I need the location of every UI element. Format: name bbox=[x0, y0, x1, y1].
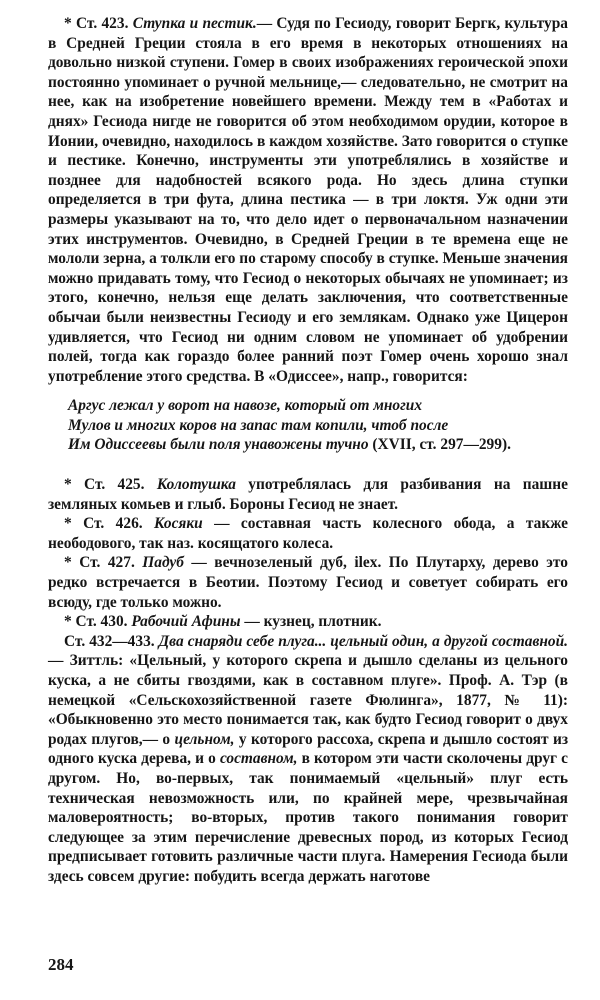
verse-line-with-ref bbox=[68, 435, 568, 455]
note-text: — составная часть колесного обода, а также неободового, так наз. косящатого колеса. bbox=[48, 515, 568, 552]
note-text: — вечнозеленый дуб, ilex. По Плутарху, дерево это редко встречается в Беотии. Поэтому Гесиод и советует собирать его всюду, где только можно. bbox=[48, 554, 568, 611]
note-426 bbox=[48, 514, 568, 553]
note-text: — Зиттль: «Цельный, у которого скрепа и дышло сделаны из цельного куска, а не сбиты гвоздями, как в составном плуге». Проф. А. Тэр (в немецкой «Сельскохозяйственной газете Фюлинга», 1877, № 11): «Обыкновенно это место понимается так, как будто Гесиод говорит о двух родах плугов,— о bbox=[48, 652, 568, 748]
verse-line: Мулов и многих коров на запас там копили, чтоб после bbox=[68, 416, 449, 434]
note-text: — кузнец, плотник. bbox=[240, 613, 382, 631]
page-body bbox=[48, 14, 568, 887]
note-marker: * Ст. 427. bbox=[64, 554, 135, 572]
note-marker: * Ст. 423. bbox=[64, 15, 129, 32]
note-425 bbox=[48, 475, 568, 514]
note-marker: * Ст. 430. bbox=[64, 613, 128, 631]
note-term: Рабочий Афины bbox=[131, 613, 241, 631]
page-number: 284 bbox=[48, 955, 74, 974]
note-term: Два снаряди себе плуга... цельный один, а другой составной. bbox=[158, 632, 568, 650]
verse-reference: (XVII, ст. 297—299). bbox=[372, 436, 511, 454]
note-marker: * Ст. 426. bbox=[64, 515, 143, 533]
note-432-433 bbox=[48, 632, 568, 887]
note-text: у которого рассоха, скрепа и дышло состоят из одного куска дерева, и о bbox=[48, 730, 569, 768]
note-marker: * Ст. 425. bbox=[64, 476, 145, 494]
note-430 bbox=[48, 612, 568, 632]
note-text: в котором эти части сколочены друг с другом. Но, во-первых, так понимаемый «цельный» плуг есть техническая невозможность или, по крайней мере, чрезвычайная маловероятность; во-вторых, против такого понимания говорит следующее за этим перечисление древесных пород, из которых Гесиод предписывает готовить различные части плуга. Намерения Гесиода были здесь совсем другие: побудить всегда держать наготове bbox=[48, 750, 568, 885]
note-term: Колотушка bbox=[156, 476, 236, 494]
verse-line: Им Одиссеевы были поля унавожены тучно bbox=[68, 436, 369, 454]
note-423 bbox=[48, 14, 568, 386]
note-term: Падуб bbox=[142, 554, 184, 572]
note-text: — Судя по Гесиоду, говорит Бергк, культура в Средней Греции стояла в его время в некоторых отношениях на довольно низкой ступени. Гомер в своих изображениях героической эпохи постоянно упоминает о ручной мельнице,— следовательно, не смотрит на нее, как на изобретение новейшего времени. Между тем в «Работах и днях» Гесиода нигде не говорится об этом необходимом орудии, которое в Ионии, очевидно, находилось в каждом хозяйстве. Зато говорится о ступке и пестике. Конечно, инструменты эти употреблялись в хозяйстве и позднее для надобностей всякого рода. Но здесь длина ступки определяется в три фута, длина пестика — в три локтя. Уж одни эти размеры указывают на то, что дело идет о первоначальном назначении этих инструментов. Очевидно, в Средней Греции в те времена еще не мололи зерна, а толкли его по старому способу в ступке. Меньше значения можно придавать тому, что Гесиод о некоторых обычаях не упоминает; из этого, конечно, нельзя еще делать заключения, что соответственные обычаи были неизвестны Гесиоду и его землякам. Однако уже Цицерон удивляется, что Гесиод ни одним словом не упоминает об удобрении полей, тогда как гораздо более ранний поэт Гомер очень хорошо знал употребление этого средства. В «Одиссее», напр., говорится: bbox=[48, 15, 569, 385]
note-term: Ступка и пестик. bbox=[132, 15, 257, 32]
verse-quote bbox=[68, 396, 568, 455]
note-term: Косяки bbox=[154, 515, 203, 533]
verse-line: Аргус лежал у ворот на навозе, который от многих bbox=[68, 397, 423, 415]
note-emphasis: составном, bbox=[219, 750, 298, 768]
note-427 bbox=[48, 553, 568, 612]
note-emphasis: цельном, bbox=[174, 730, 235, 748]
note-text: употреблялась для разбивания на пашне земляных комьев и глыб. Бороны Гесиод не знает. bbox=[48, 476, 568, 513]
note-marker: Ст. 432—433. bbox=[64, 632, 155, 650]
